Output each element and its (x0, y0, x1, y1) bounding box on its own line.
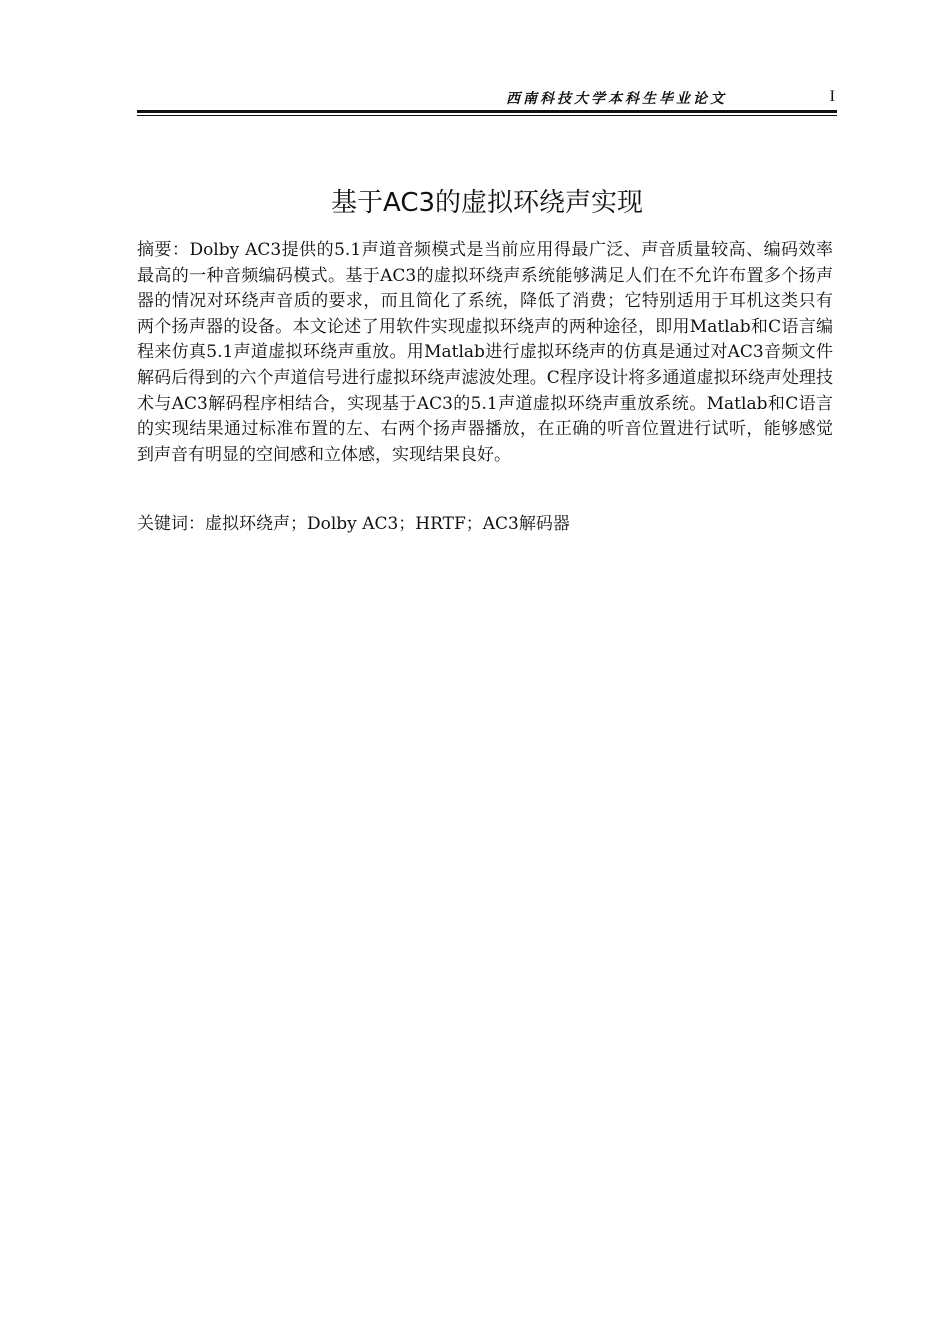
header-institution-title: 西南科技大学本科生毕业论文 (506, 91, 727, 107)
abstract-text: Dolby AC3提供的5.1声道音频模式是当前应用得最广泛、声音质量较高、编码效率最高的一种音频编码模式。基于AC3的虚拟环绕声系统能够满足人们在不允许布置多个扬声器的情况对环绕声音质的要求，而且简化了系统，降低了消费；它特别适用于耳机这类只有两个扬声器的设备。本文论述了用软件实现虚拟环绕声的两种途径，即用Matlab和C语言编程来仿真5.1声道虚拟环绕声重放。用Matlab进行虚拟环绕声的仿真是通过对AC3音频文件解码后得到的六个声道信号进行虚拟环绕声滤波处理。C程序设计将多通道虚拟环绕声处理技术与AC3解码程序相结合，实现基于AC3的5.1声道虚拟环绕声重放系统。Matlab和C语言的实现结果通过标准布置的左、右两个扬声器播放，在正确的听音位置进行试听，能够感觉到声音有明显的空间感和立体感，实现结果良好。 (137, 240, 834, 465)
header-rule-thin (137, 115, 837, 116)
keywords-text: 虚拟环绕声；Dolby AC3；HRTF；AC3解码器 (205, 514, 570, 534)
keywords-line (137, 512, 833, 537)
header-rule-thick (137, 110, 837, 113)
keywords-label: 关键词： (137, 514, 205, 534)
page-header (137, 86, 837, 112)
document-title: 基于AC3的虚拟环绕声实现 (330, 188, 644, 218)
abstract-label: 摘要： (137, 240, 190, 260)
abstract-paragraph (137, 238, 833, 468)
header-page-number: I (829, 88, 835, 105)
